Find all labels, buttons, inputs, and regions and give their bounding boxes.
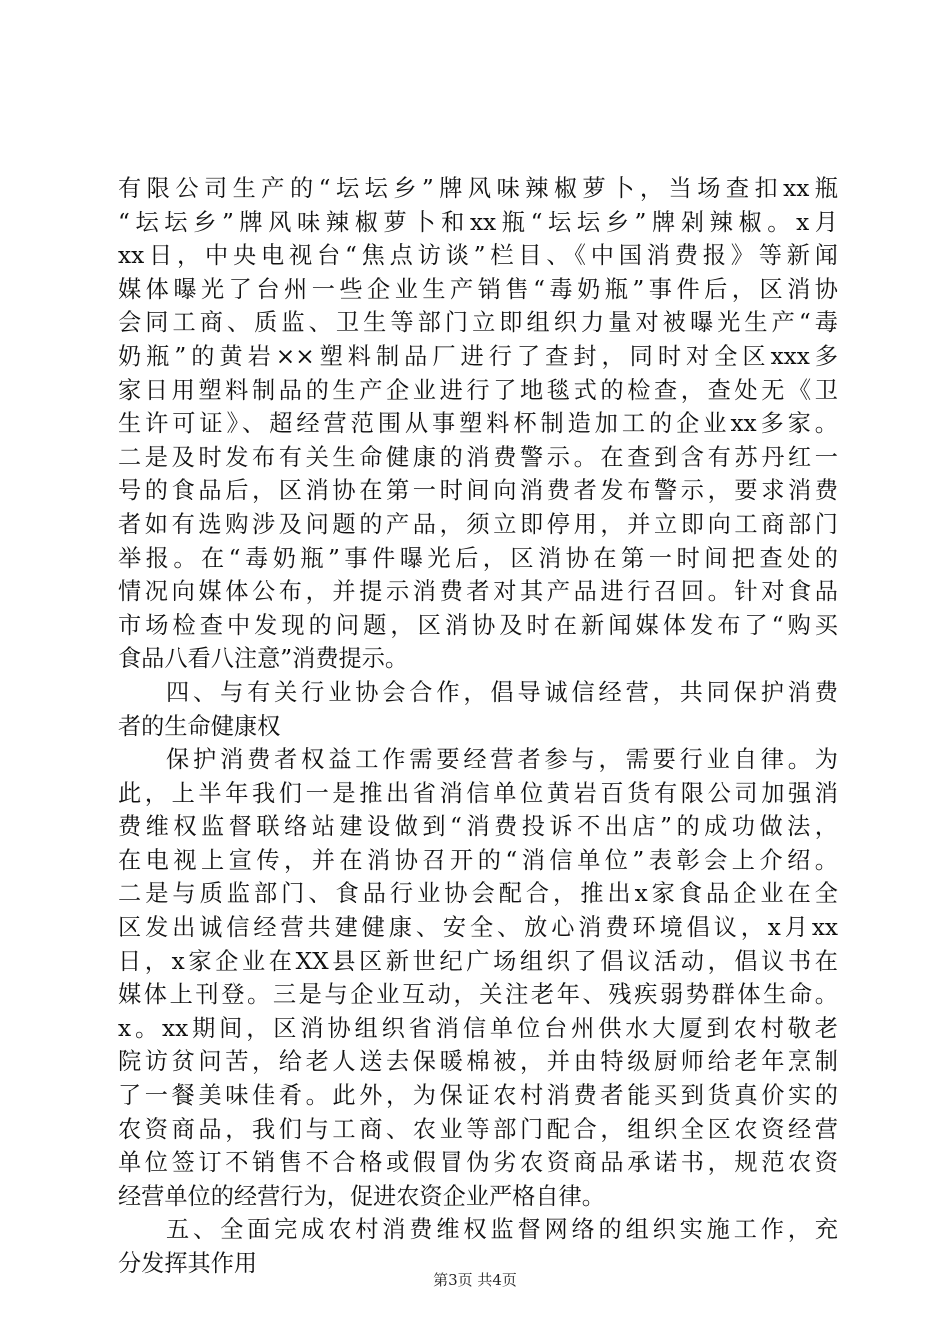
text-line: 会同工商、质监、卫生等部门立即组织力量对被曝光生产“毒 <box>118 309 838 337</box>
text-line: 二是与质监部门、食品行业协会配合，推出x家食品企业在全 <box>118 880 838 908</box>
text-line: 区发出诚信经营共建健康、安全、放心消费环境倡议，x月xx <box>118 914 838 942</box>
text-line: 单位签订不销售不合格或假冒伪劣农资商品承诺书，规范农资 <box>118 1149 838 1177</box>
text-line: 经营单位的经营行为，促进农资企业严格自律。 <box>118 1182 605 1210</box>
section-heading-line: 五、全面完成农村消费维权监督网络的组织实施工作，充 <box>166 1216 838 1244</box>
text-line: 举报。在“毒奶瓶”事件曝光后，区消协在第一时间把查处的 <box>118 544 838 572</box>
text-line: 食品八看八注意”消费提示。 <box>118 645 409 673</box>
text-line: xx日，中央电视台“焦点访谈”栏目、《中国消费报》等新闻 <box>118 242 838 270</box>
text-line: 媒体上刊登。三是与企业互动，关注老年、残疾弱势群体生命。 <box>118 981 838 1009</box>
text-line: 有限公司生产的“坛坛乡”牌风味辣椒萝卜，当场查扣xx瓶 <box>118 175 838 202</box>
text-line: 媒体曝光了台州一些企业生产销售“毒奶瓶”事件后，区消协 <box>118 275 838 303</box>
section-heading-line: 四、与有关行业协会合作，倡导诚信经营，共同保护消费 <box>166 678 838 706</box>
text-line: 奶瓶”的黄岩××塑料制品厂进行了查封，同时对全区xxx多 <box>118 342 838 370</box>
text-line: 市场检查中发现的问题，区消协及时在新闻媒体发布了“购买 <box>118 611 838 639</box>
document-body <box>118 172 838 1281</box>
text-line: 院访贫问苦，给老人送去保暖棉被，并由特级厨师给老年烹制 <box>118 1048 838 1076</box>
text-line: x。xx期间，区消协组织省消信单位台州供水大厦到农村敬老 <box>118 1014 838 1042</box>
text-line: 日，x家企业在XX县区新世纪广场组织了倡议活动，倡议书在 <box>118 947 838 975</box>
text-line: 者如有选购涉及问题的产品，须立即停用，并立即向工商部门 <box>118 510 838 538</box>
paragraph-first-line: 保护消费者权益工作需要经营者参与，需要行业自律。为 <box>166 746 838 774</box>
text-line: 农资商品，我们与工商、农业等部门配合，组织全区农资经营 <box>118 1115 838 1143</box>
text-line: 在电视上宣传，并在消协召开的“消信单位”表彰会上介绍。 <box>118 846 838 874</box>
text-line: 此，上半年我们一是推出省消信单位黄岩百货有限公司加强消 <box>118 779 838 807</box>
text-line: 了一餐美味佳肴。此外，为保证农村消费者能买到货真价实的 <box>118 1082 838 1110</box>
section-heading-line: 分发挥其作用 <box>118 1250 258 1277</box>
section-heading-line: 者的生命健康权 <box>118 712 281 740</box>
text-line: “坛坛乡”牌风味辣椒萝卜和xx瓶“坛坛乡”牌剁辣椒。x月 <box>118 208 838 236</box>
text-line: 家日用塑料制品的生产企业进行了地毯式的检查，查处无《卫 <box>118 376 838 404</box>
text-line: 情况向媒体公布，并提示消费者对其产品进行召回。针对食品 <box>118 578 838 606</box>
text-line: 二是及时发布有关生命健康的消费警示。在查到含有苏丹红一 <box>118 443 838 471</box>
text-line: 费维权监督联络站建设做到“消费投诉不出店”的成功做法， <box>118 813 838 841</box>
text-line: 号的食品后，区消协在第一时间向消费者发布警示，要求消费 <box>118 477 838 505</box>
text-line: 生许可证》、超经营范围从事塑料杯制造加工的企业xx多家。 <box>118 410 838 438</box>
page-number-footer: 第3页 共4页 <box>433 1271 517 1289</box>
